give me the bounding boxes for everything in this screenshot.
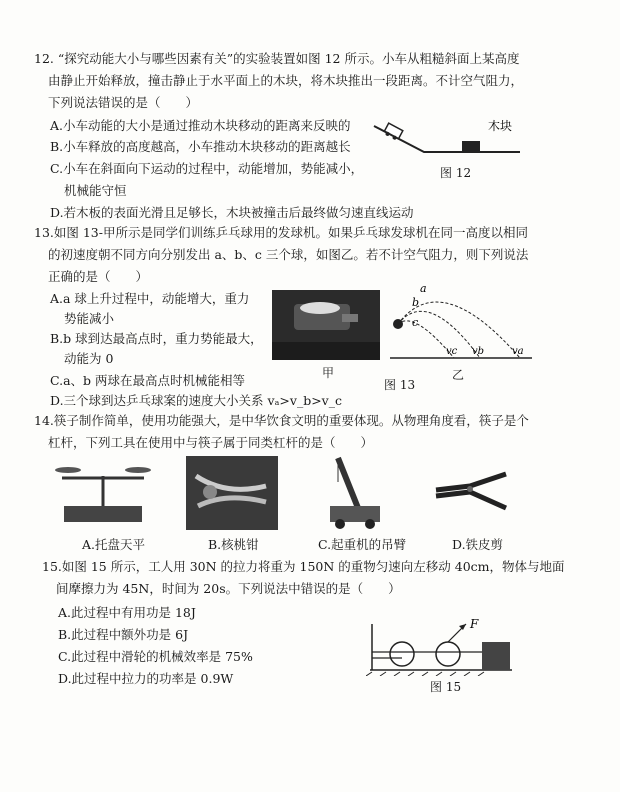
svg-text:c: c bbox=[412, 316, 419, 329]
q13-option-d: D.三个球到达乒乓球案的速度大小关系 vₐ>v_b>v_c bbox=[50, 393, 342, 408]
q15-option-a: A.此过程中有用功是 18J bbox=[58, 605, 196, 620]
q12-stem-line-1: 12. “探究动能大小与哪些因素有关”的实验装置如图 12 所示。小车从粗糙斜面上某高度 bbox=[34, 51, 520, 66]
q13-option-a-cont: 势能减小 bbox=[64, 311, 115, 326]
svg-text:va: va bbox=[512, 346, 524, 357]
fig13-jia-photo bbox=[272, 290, 380, 360]
fig15-caption: 图 15 bbox=[430, 680, 462, 694]
q15-option-c: C.此过程中滑轮的机械效率是 75% bbox=[58, 649, 253, 664]
svg-text:a: a bbox=[420, 282, 427, 295]
fig13-caption: 图 13 bbox=[384, 378, 416, 392]
q15-option-b: B.此过程中额外功是 6J bbox=[58, 627, 189, 642]
svg-text:F: F bbox=[470, 617, 479, 631]
q12-option-c-cont: 机械能守恒 bbox=[64, 183, 127, 198]
q12-stem-line-3: 下列说法错误的是（ ） bbox=[48, 95, 199, 110]
svg-text:vc: vc bbox=[446, 346, 458, 357]
fig13-yi-label: 乙 bbox=[452, 368, 465, 382]
svg-text:vb: vb bbox=[472, 346, 485, 357]
pulley-right bbox=[436, 642, 460, 666]
q12-option-d: D.若木板的表面光滑且足够长，木块被撞击后最终做匀速直线运动 bbox=[50, 205, 414, 220]
trajectory-a bbox=[398, 302, 520, 358]
q15-option-d: D.此过程中拉力的功率是 0.9W bbox=[58, 671, 234, 686]
crane-arm-image bbox=[324, 452, 390, 532]
fig12-block-label: 木块 bbox=[488, 119, 513, 133]
q14-stem-line-2: 杠杆，下列工具在使用中与筷子属于同类杠杆的是（ ） bbox=[48, 435, 374, 450]
tray-balance-image bbox=[52, 458, 154, 530]
q12-stem-line-2: 由静止开始释放，撞击静止于水平面上的木块，将木块推出一段距离。不计空气阻力， bbox=[48, 73, 524, 88]
wood-block-shape bbox=[462, 141, 480, 152]
q13-stem-line-1: 13.如图 13-甲所示是同学们训练乒乓球用的发球机。如果乒乓球发球机在同一高度以相同 bbox=[34, 225, 528, 240]
q14-option-b: B.核桃钳 bbox=[208, 537, 259, 552]
q13-option-a: A.a 球上升过程中，动能增大，重力 bbox=[50, 291, 250, 306]
svg-text:b: b bbox=[412, 296, 420, 309]
q15-stem-line-1: 15.如图 15 所示，工人用 30N 的拉力将重为 150N 的重物匀速向左移动 40cm，物体与地面 bbox=[42, 559, 565, 574]
q14-option-d: D.铁皮剪 bbox=[452, 537, 504, 552]
pulley-left bbox=[390, 642, 414, 666]
q14-stem-line-1: 14.筷子制作简单，使用功能强大，是中华饮食文明的重要体现。从物理角度看，筷子是个 bbox=[34, 413, 529, 428]
q13-stem-line-3: 正确的是（ ） bbox=[48, 269, 149, 284]
q12-option-b: B.小车释放的高度越高，小车推动木块移动的距离越长 bbox=[50, 139, 351, 154]
fig13-yi-trajectory-diagram bbox=[386, 282, 536, 364]
fig13-jia-label: 甲 bbox=[322, 366, 335, 380]
fig12-incline-diagram bbox=[370, 112, 530, 160]
q14-option-c: C.起重机的吊臂 bbox=[318, 537, 407, 552]
q13-option-b: B.b 球到达最高点时，重力势能最大， bbox=[50, 331, 263, 346]
q15-stem-line-2: 间摩擦力为 45N，时间为 20s。下列说法中错误的是（ ） bbox=[56, 581, 401, 596]
trajectory-b bbox=[398, 311, 480, 358]
q13-stem-line-2: 的初速度朝不同方向分别发出 a、b、c 三个球，如图乙。若不计空气阻力，则下列说法 bbox=[48, 247, 529, 262]
q13-option-b-cont: 动能为 0 bbox=[64, 351, 114, 366]
walnut-cracker-image bbox=[186, 456, 278, 530]
q14-option-a: A.托盘天平 bbox=[82, 537, 146, 552]
fig15-pulley-diagram bbox=[366, 614, 516, 676]
q12-option-c: C.小车在斜面向下运动的过程中，动能增加，势能减小， bbox=[50, 161, 364, 176]
q13-option-c: C.a、b 两球在最高点时机械能相等 bbox=[50, 373, 246, 388]
q12-option-a: A.小车动能的大小是通过推动木块移动的距离来反映的 bbox=[50, 118, 351, 133]
fig12-caption: 图 12 bbox=[440, 166, 472, 180]
tin-snips-image bbox=[430, 468, 510, 516]
heavy-block bbox=[482, 642, 510, 670]
